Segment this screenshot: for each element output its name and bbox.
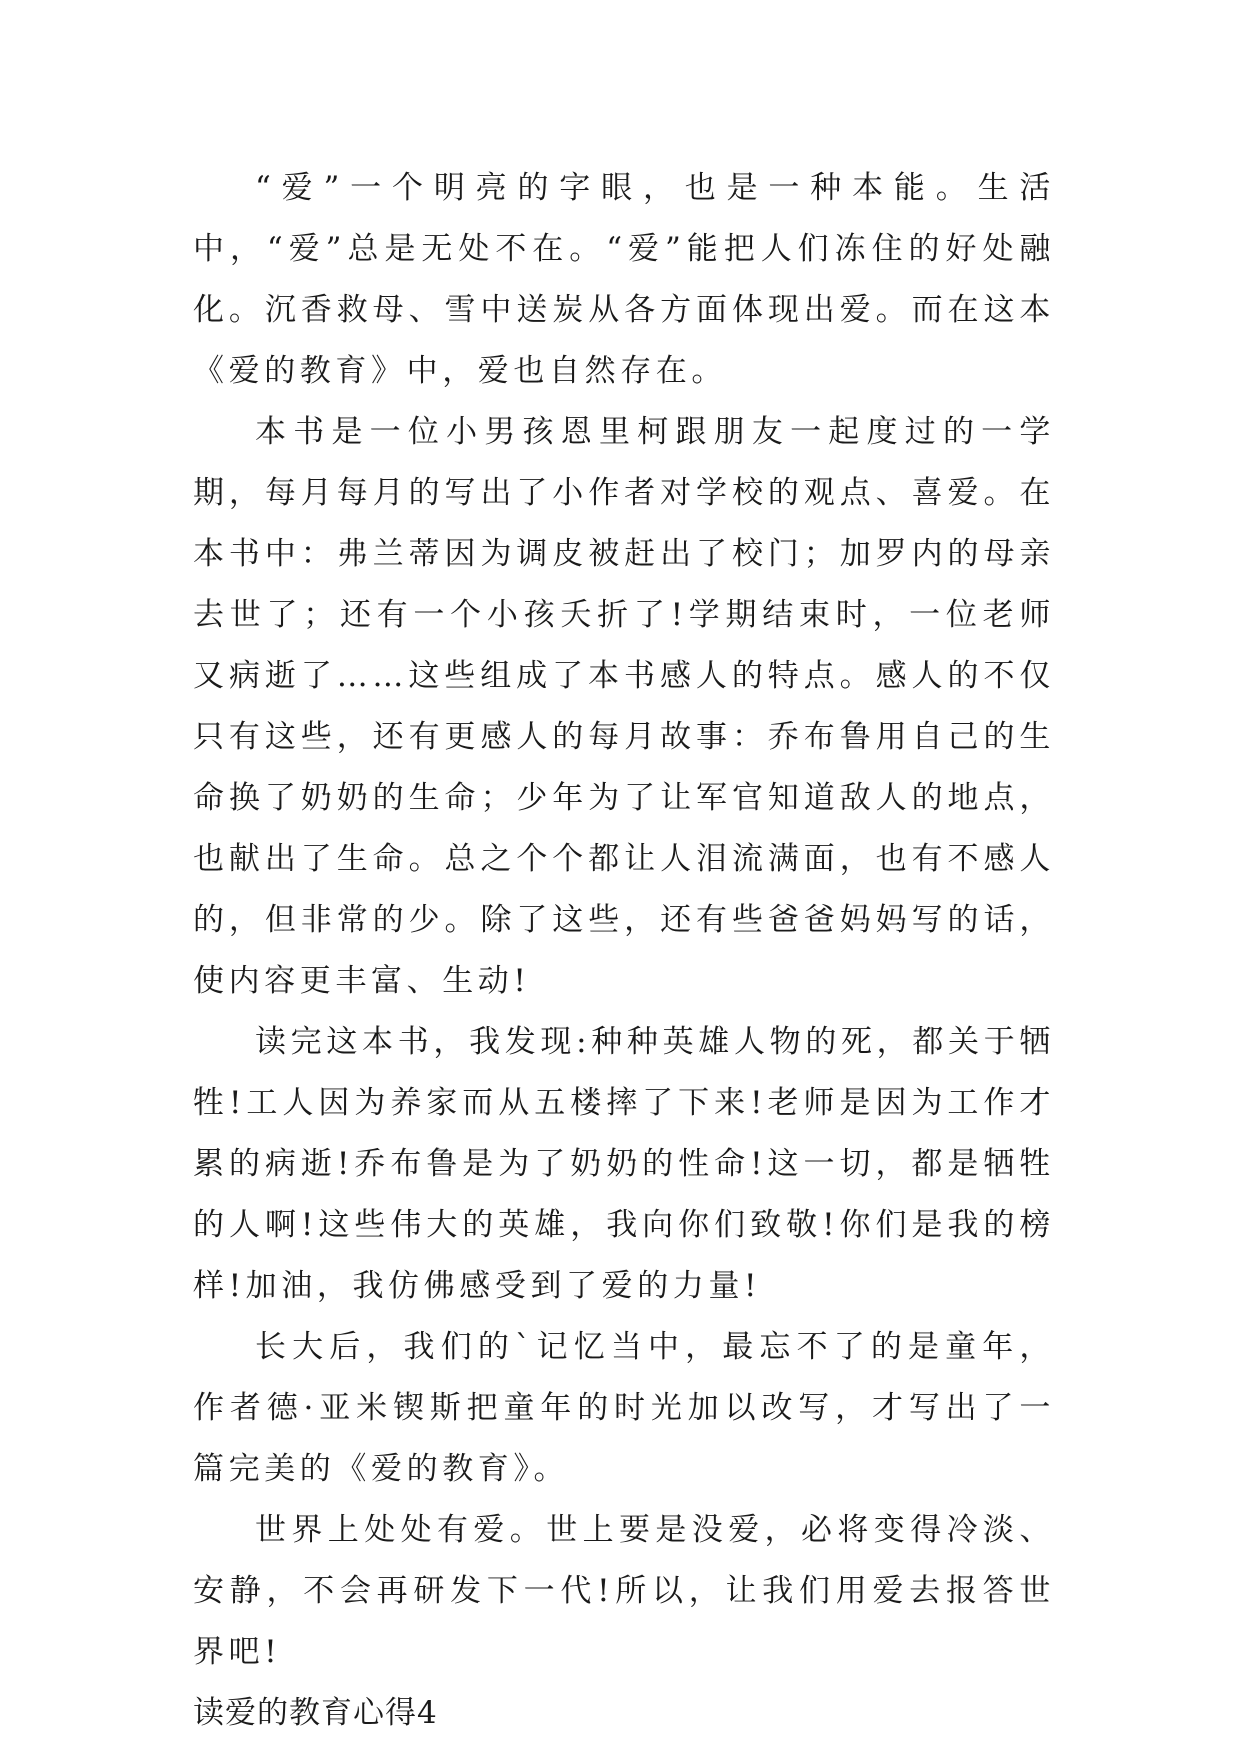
- paragraph-1: “爱”一个明亮的字眼，也是一种本能。生活中，“爱”总是无处不在。“爱”能把人们冻住的好处融化。沉香救母、雪中送炭从各方面体现出爱。而在这本《爱的教育》中，爱也自然存在。: [193, 170, 1055, 389]
- section-heading: 读爱的教育心得4: [193, 1695, 438, 1731]
- paragraph-5: 世界上处处有爱。世上要是没爱，必将变得冷淡、安静，不会再研发下一代!所以，让我们用爱去报答世界吧!: [193, 1512, 1055, 1670]
- document-body: [193, 158, 1055, 1744]
- paragraph-3: 读完这本书，我发现:种种英雄人物的死，都关于牺牲!工人因为养家而从五楼摔了下来!老师是因为工作才累的病逝!乔布鲁是为了奶奶的性命!这一切，都是牺牲的人啊!这些伟大的英雄，我向你们致敬!你们是我的榜样!加油，我仿佛感受到了爱的力量!: [193, 1024, 1055, 1304]
- paragraph-4: 长大后，我们的`记忆当中，最忘不了的是童年，作者德·亚米锲斯把童年的时光加以改写，才写出了一篇完美的《爱的教育》。: [193, 1329, 1055, 1487]
- paragraph-2: 本书是一位小男孩恩里柯跟朋友一起度过的一学期，每月每月的写出了小作者对学校的观点、喜爱。在本书中：弗兰蒂因为调皮被赶出了校门；加罗内的母亲去世了；还有一个小孩夭折了!学期结束时，一位老师又病逝了……这些组成了本书感人的特点。感人的不仅只有这些，还有更感人的每月故事：乔布鲁用自己的生命换了奶奶的生命；少年为了让军官知道敌人的地点，也献出了生命。总之个个都让人泪流满面，也有不感人的，但非常的少。除了这些，还有些爸爸妈妈写的话，使内容更丰富、生动!: [193, 414, 1055, 999]
